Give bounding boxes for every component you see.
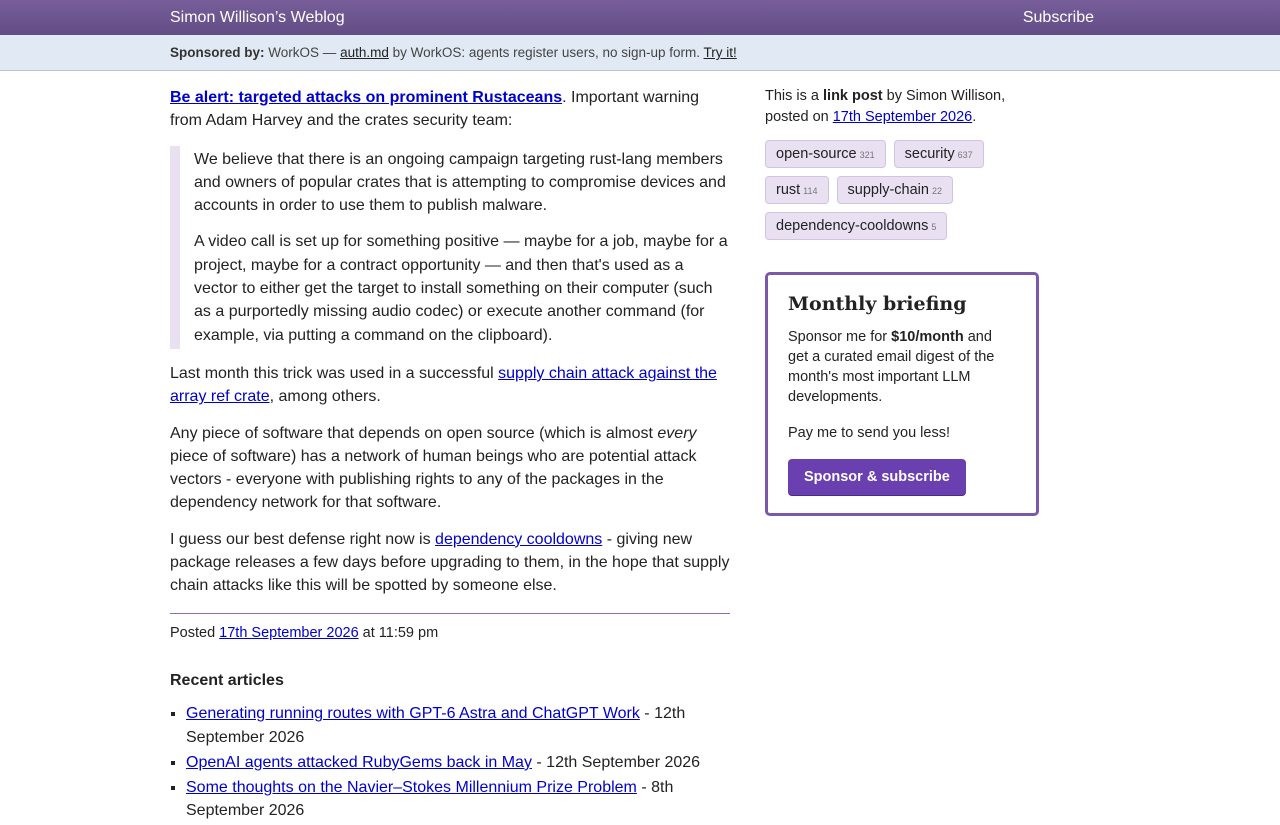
post-paragraph xyxy=(170,362,730,409)
tag-open-source[interactable] xyxy=(765,140,886,168)
sponsor-text: WorkOS — xyxy=(268,45,337,60)
briefing-description xyxy=(788,327,1016,407)
meta-text: . xyxy=(972,109,977,125)
paragraph-text: piece of software) has a network of human beings who are potential attack vectors - everyone with publishing rights to any of the packages in the dependency network for that software. xyxy=(170,447,697,512)
meta-post-type: link post xyxy=(823,88,883,104)
list-item xyxy=(186,702,730,749)
briefing-text: and get a curated email digest of the month's most important LLM developments. xyxy=(788,329,995,405)
paragraph-text: Any piece of software that depends on open source (which is almost xyxy=(170,424,658,442)
tag-rust[interactable] xyxy=(765,176,829,204)
meta-text: This is a xyxy=(765,88,824,104)
sponsor-cta-link[interactable]: Try it! xyxy=(703,45,737,60)
recent-article-date: - 12th September 2026 xyxy=(186,705,686,746)
tag-name: rust xyxy=(776,182,801,198)
tag-name: security xyxy=(904,146,955,162)
posted-time: at 11:59 pm xyxy=(358,624,439,641)
paragraph-text: I guess our best defense right now is xyxy=(170,530,436,548)
tag-count: 22 xyxy=(931,186,942,196)
site-header xyxy=(0,0,1280,35)
posted-date-link[interactable]: 17th September 2026 xyxy=(219,624,359,641)
emphasis-text: every xyxy=(657,424,697,442)
sponsor-description: by WorkOS: agents register users, no sign-up form. xyxy=(392,45,700,60)
recent-article-link[interactable]: Generating running routes with GPT-6 Astra and ChatGPT Work xyxy=(186,705,640,723)
list-item xyxy=(186,776,730,823)
tag-count: 637 xyxy=(957,150,973,160)
dependency-cooldowns-link[interactable]: dependency cooldowns xyxy=(435,530,603,548)
supply-chain-attack-link[interactable]: supply chain attack against the array ref crate xyxy=(170,364,717,406)
site-title-link[interactable]: Simon Willison’s Weblog xyxy=(170,9,345,26)
briefing-price: $10/month xyxy=(891,329,964,345)
tag-name: open-source xyxy=(776,146,857,162)
paragraph-text: Last month this trick was used in a successful xyxy=(170,364,499,382)
sidebar xyxy=(765,86,1045,516)
post-content xyxy=(170,86,730,825)
quote-paragraph: We believe that there is an ongoing campaign targeting rust-lang members and owners of popular crates that is attempting to compromise devices and accounts in order to use them to publish malware. xyxy=(194,150,726,215)
tag-count: 321 xyxy=(859,150,875,160)
sponsor-link[interactable]: auth.md xyxy=(340,45,389,60)
sponsor-subscribe-button[interactable]: Sponsor & subscribe xyxy=(788,459,966,495)
tag-security[interactable] xyxy=(894,140,984,168)
tag-count: 5 xyxy=(931,222,937,232)
briefing-title: Monthly briefing xyxy=(788,293,967,315)
briefing-text: Sponsor me for xyxy=(788,329,892,345)
tag-name: dependency-cooldowns xyxy=(776,218,929,234)
post-paragraph xyxy=(170,528,730,598)
tag-supply-chain[interactable] xyxy=(837,176,953,204)
meta-text: by Simon Willison, posted on xyxy=(765,88,1006,125)
post-paragraph xyxy=(170,422,730,515)
sponsor-banner xyxy=(0,35,1280,71)
subscribe-link[interactable]: Subscribe xyxy=(1022,9,1094,26)
recent-article-link[interactable]: OpenAI agents attacked RubyGems back in May xyxy=(186,753,532,771)
monthly-briefing-box xyxy=(765,272,1039,516)
posted-label: Posted xyxy=(170,624,220,641)
quote-paragraph: A video call is set up for something positive — maybe for a job, maybe for a project, maybe for a contract opportunity — and then that's used as a vector to either get the target to install something on their computer (such as a purportedly missing audio codec) or execute another command (for example, via putting a command on the clipboard). xyxy=(194,233,728,344)
briefing-tagline: Pay me to send you less! xyxy=(788,425,950,441)
list-item xyxy=(186,751,730,774)
post-intro xyxy=(170,86,730,133)
tag-name: supply-chain xyxy=(847,182,929,198)
meta-date-link[interactable]: 17th September 2026 xyxy=(832,109,973,125)
tag-dependency-cooldowns[interactable] xyxy=(765,212,947,240)
tag-count: 114 xyxy=(803,186,818,196)
recent-article-date: - 12th September 2026 xyxy=(531,753,701,771)
post-meta xyxy=(765,86,1045,128)
recent-articles-heading: Recent articles xyxy=(170,671,284,689)
paragraph-text: , among others. xyxy=(269,388,381,406)
post-quote xyxy=(170,146,730,349)
paragraph-text: - giving new package releases a few days before upgrading to them, in the hope that supply chain attacks like this will be spotted by someone else. xyxy=(170,530,730,595)
post-intro-text: . Important warning from Adam Harvey and the crates security team: xyxy=(170,89,700,130)
post-footer xyxy=(170,613,730,645)
tag-list xyxy=(765,140,1045,248)
recent-articles-list xyxy=(170,702,730,822)
recent-article-link[interactable]: Some thoughts on the Navier–Stokes Millennium Prize Problem xyxy=(186,779,637,797)
sponsor-label: Sponsored by: xyxy=(170,45,265,60)
post-title-link[interactable]: Be alert: targeted attacks on prominent Rustaceans xyxy=(170,89,563,106)
recent-article-date: - 8th September 2026 xyxy=(186,779,674,820)
